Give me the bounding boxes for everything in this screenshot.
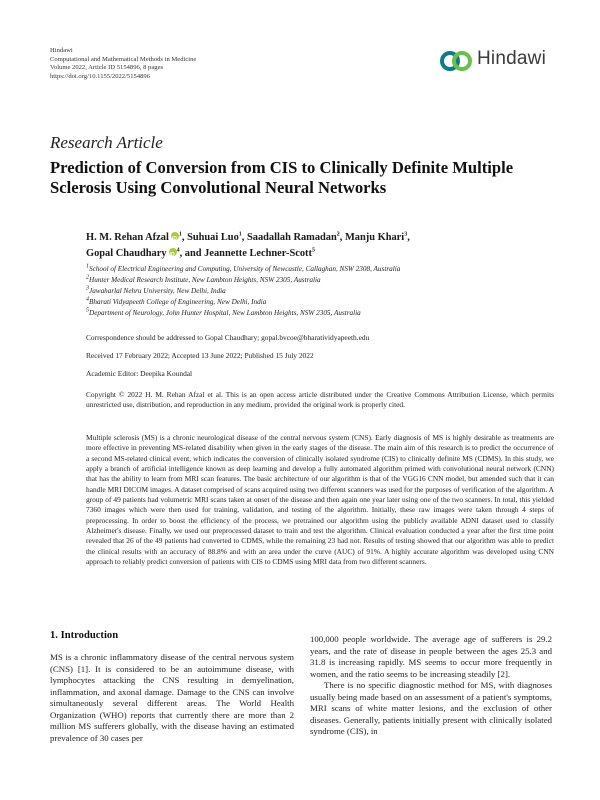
publisher-name: Hindawi	[50, 47, 73, 54]
body-column-left: MS is a chronic inflammatory disease of the central nervous system (CNS) [1]. It is considered to be an autoimmune disease, with lymphocytes attacking the CNS resulting in demyelination, inflammation, and axonal damage. Damage to the CNS can involve simultaneously several different areas. The World Health Organization (WHO) reports that currently there are more than 2 million MS sufferers globally, with the disease having an estimated prevalence of 30 cases per	[50, 652, 294, 743]
paragraph: 100,000 people worldwide. The average age of sufferers is 29.2 years, and the rate of disease in people between the ages 25.3 and 31.8 is increasing rapidly. MS seems to occur more frequently in women, and the ratio seems to be increasing steadily [2].	[310, 634, 552, 679]
copyright-notice: Copyright © 2022 H. M. Rehan Afzal et al. This is an open access article distributed under the Creative Commons Attribution License, which permits unrestricted use, distribution, and reproduction in any medium, provided the original work is properly cited.	[86, 390, 554, 410]
section-heading: 1. Introduction	[50, 630, 119, 641]
journal-meta	[50, 47, 196, 81]
author: Suhuai Luo$^1$,	[187, 231, 245, 243]
journal-name: Computational and Mathematical Methods in Medicine	[50, 55, 197, 63]
hindawi-logo-icon	[440, 46, 474, 76]
affiliation: $^3$Jawaharlal Nehru University, New Delhi, India	[86, 285, 226, 295]
article-title: Prediction of Conversion from CIS to Clinically Definite Multiple Sclerosis Using Convolutional Neural Networks	[50, 158, 514, 197]
affiliation: $^5$Department of Neurology, John Hunter Hospital, New Lambton Heights, NSW 2305, Australia	[86, 307, 361, 317]
author-joiner: and	[184, 248, 202, 259]
article-type: Research Article	[50, 133, 163, 152]
author-list	[86, 230, 556, 262]
orcid-icon[interactable]	[171, 232, 179, 240]
affiliation: $^1$School of Electrical Engineering and Computing, University of Newcastle, Callaghan, NSW 2308, Australia	[86, 263, 401, 273]
body-column-right	[310, 634, 552, 738]
abstract: Multiple sclerosis (MS) is a chronic neurological disease of the central nervous system (CNS). Early diagnosis of MS is highly desirable as treatments are more effective in preventing MS-related disability when given in the early stages of the disease. The main aim of this research is to predict the occurrence of a second MS-related clinical event, which indicates the conversion of clinically isolated syndrome (CIS) to clinically definite MS (CDMS). In this study, we apply a branch of artificial intelligence known as deep learning and develop a fully automated algorithm primed with convolutional neural network (CNN) that has the ability to learn from MRI scan features. The basic architecture of our algorithm is that of the VGG16 CNN model, but amended such that it can handle MRI DICOM images. A dataset comprised of scans acquired using two different scanners was used for the purposes of verification of the algorithm. A group of 49 patients had volumetric MRI scans taken at onset of the disease and then again one year later using one of the two scanners. In total, this yielded 7360 images which were then used for training, validation, and testing of the algorithm. Initially, these raw images were taken through 4 steps of preprocessing. In order to boost the efficiency of the process, we pretrained our algorithm using the publicly available ADNI dataset used to classify Alzheimer's disease. Finally, we used our preprocessed dataset to train and test the algorithm. Clinical evaluation conducted a year after the first time point revealed that 26 of the 49 patients had converted to CDMS, while the remaining 23 had not. Results of testing showed that our algorithm was able to predict the clinical results with an accuracy of 88.8% and with an area under the curve (AUC) of 91%. A highly accurate algorithm was developed using CNN approach to reliably predict conversion of patients with CIS to CDMS using MRI data from two different scanners.	[86, 433, 554, 567]
academic-editor: Academic Editor: Deepika Koundal	[86, 369, 193, 378]
author: Gopal ChaudharyiD $^4$,	[86, 248, 182, 259]
correspondence: Correspondence should be addressed to Gopal Chaudhary; gopal.bvcoe@bharatividyapeeth.edu	[86, 333, 370, 342]
affiliations	[86, 264, 556, 319]
dates: Received 17 February 2022; Accepted 13 June 2022; Published 15 July 2022	[86, 351, 314, 360]
orcid-icon[interactable]	[169, 248, 177, 256]
logo-text: Hindawi	[477, 48, 546, 69]
doi-link[interactable]: https://doi.org/10.1155/2022/5154896	[50, 72, 151, 80]
paragraph: There is no specific diagnostic method for MS, with diagnoses usually being made based on an assessment of a patient's symptoms, MRI scans of white matter lesions, and the exclusion of other diseases. Generally, patients initially present with clinically isolated syndrome (CIS), in	[310, 680, 552, 736]
author: Saadallah Ramadan$^2$,	[246, 231, 343, 243]
hindawi-logo[interactable]	[440, 46, 552, 76]
volume-info: Volume 2022, Article ID 5154896, 8 pages	[50, 64, 164, 72]
author: Jeannette Lechner-Scott$^5$	[204, 247, 315, 259]
affiliation: $^4$Bharati Vidyapeeth College of Engineering, New Delhi, India	[86, 296, 267, 306]
author: Manju Khari$^3$,	[345, 231, 410, 243]
affiliation: $^2$Hunter Medical Research Institute, New Lambton Heights, NSW 2305, Australia	[86, 274, 321, 284]
author: H. M. Rehan AfzaliD $^1$,	[86, 232, 184, 243]
